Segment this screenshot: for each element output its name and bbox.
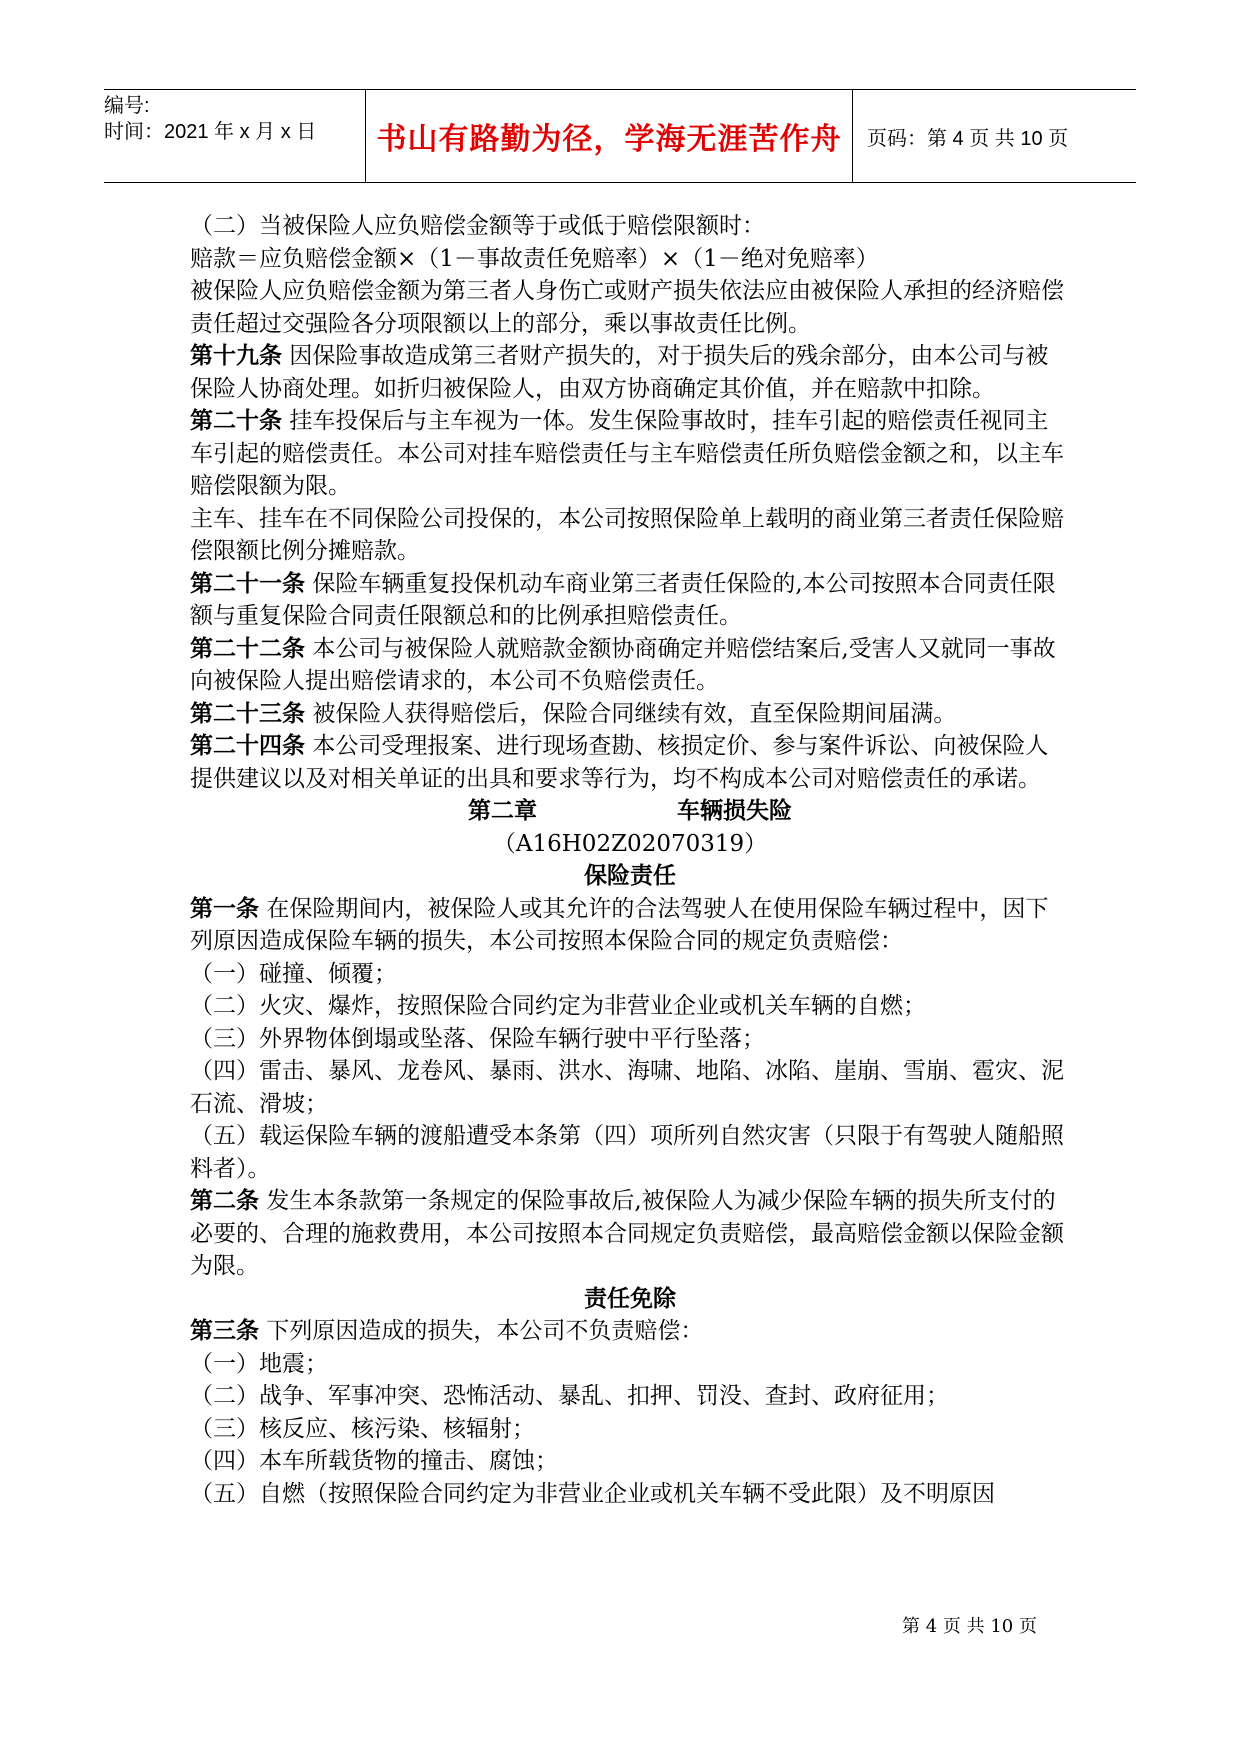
- article-text: 下列原因造成的损失，本公司不负责赔偿：: [266, 1318, 704, 1344]
- body-paragraph: （一）地震；: [190, 1350, 328, 1377]
- article-paragraph: [190, 893, 1070, 958]
- chapter-title: 车辆损失险: [677, 798, 792, 824]
- article-text: 本公司受理报案、进行现场查勘、核损定价、参与案件诉讼、向被保险人提供建议以及对相关单证的出具和要求等行为，均不构成本公司对赔偿责任的承诺。: [190, 733, 1049, 792]
- body-paragraph: （二）火灾、爆炸，按照保险合同约定为非营业企业或机关车辆的自燃；: [190, 993, 926, 1019]
- body-part-2: [190, 893, 1070, 1283]
- article-paragraph: [190, 1185, 1070, 1283]
- body-paragraph: （四）本车所载货物的撞击、腐蚀；: [190, 1448, 558, 1474]
- body-paragraph: （二）战争、军事冲突、恐怖活动、暴乱、扣押、罚没、查封、政府征用；: [190, 1383, 949, 1409]
- article-paragraph: [190, 405, 1070, 503]
- document-time: 时间：2021 年 x 月 x 日: [104, 121, 317, 143]
- article-text: 被保险人获得赔偿后，保险合同继续有效，直至保险期间届满。: [312, 700, 957, 727]
- article-text: 在保险期间内，被保险人或其允许的合法驾驶人在使用保险车辆过程中，因下列原因造成保险车辆的损失，本公司按照本保险合同的规定负责赔偿：: [190, 895, 1049, 954]
- article-label: 第二十二条: [190, 635, 305, 662]
- body-paragraph: （二）当被保险人应负赔偿金额等于或低于赔偿限额时：: [190, 213, 765, 239]
- body-paragraph: （五）载运保险车辆的渡船遭受本条第（四）项所列自然灾害（只限于有驾驶人随船照料者）。: [190, 1123, 1064, 1182]
- body-paragraph: （四）雷击、暴风、龙卷风、暴雨、洪水、海啸、地陷、冰陷、崖崩、雪崩、雹灾、泥石流、滑坡；: [190, 1058, 1064, 1117]
- article-label: 第一条: [190, 895, 259, 922]
- body-paragraph: （一）碰撞、倾覆；: [190, 960, 397, 987]
- document-body: [190, 210, 1070, 1510]
- article-label: 第二十一条: [190, 570, 305, 597]
- body-part-3: [190, 1315, 1070, 1510]
- body-paragraph: 赔款＝应负赔偿金额×（1－事故责任免赔率）×（1－绝对免赔率）: [190, 245, 879, 272]
- body-paragraph: 被保险人应负赔偿金额为第三者人身伤亡或财产损失依法应由被保险人承担的经济赔偿责任超过交强险各分项限额以上的部分，乘以事故责任比例。: [190, 278, 1064, 337]
- article-text: 发生本条款第一条规定的保险事故后,被保险人为减少保险车辆的损失所支付的必要的、合理的施救费用，本公司按照本合同规定负责赔偿，最高赔偿金额以保险金额为限。: [190, 1188, 1064, 1279]
- section-heading-liability: 保险责任: [584, 863, 676, 889]
- chapter-heading: [190, 795, 1070, 828]
- article-label: 第二条: [190, 1188, 259, 1214]
- page-header: [104, 89, 1136, 183]
- body-paragraph: （三）外界物体倒塌或坠落、保险车辆行驶中平行坠落；: [190, 1025, 765, 1052]
- section-heading-exclusions: 责任免除: [584, 1285, 676, 1312]
- article-label: 第二十四条: [190, 733, 305, 759]
- article-paragraph: [190, 340, 1070, 405]
- article-text: 本公司与被保险人就赔款金额协商确定并赔偿结案后,受害人又就同一事故向被保险人提出赔偿请求的，本公司不负赔偿责任。: [190, 635, 1056, 694]
- header-page-number: 页码：第 4 页 共 10 页: [867, 127, 1069, 150]
- article-label: 第二十条: [190, 408, 282, 434]
- document-number-label: 编号:: [104, 95, 150, 117]
- body-paragraph: （五）自燃（按照保险合同约定为非营业企业或机关车辆不受此限）及不明原因: [190, 1480, 995, 1507]
- body-paragraph: （三）核反应、核污染、核辐射；: [190, 1415, 535, 1442]
- article-paragraph: [190, 1315, 1070, 1348]
- body-paragraph: 主车、挂车在不同保险公司投保的，本公司按照保险单上载明的商业第三者责任保险赔偿限额比例分摊赔款。: [190, 505, 1064, 564]
- chapter-number: 第二章: [468, 798, 537, 824]
- article-text: 保险车辆重复投保机动车商业第三者责任保险的,本公司按照本合同责任限额与重复保险合同责任限额总和的比例承担赔偿责任。: [190, 570, 1056, 629]
- header-motto: 书山有路勤为径，学海无涯苦作舟: [366, 90, 853, 182]
- body-part-1: [190, 210, 1070, 795]
- page-footer: 第 4 页 共 10 页: [902, 1616, 1037, 1637]
- article-text: 因保险事故造成第三者财产损失的，对于损失后的残余部分，由本公司与被保险人协商处理。如折归被保险人，由双方协商确定其价值，并在赔款中扣除。: [190, 343, 1049, 402]
- article-paragraph: [190, 633, 1070, 698]
- article-label: 第二十三条: [190, 700, 305, 727]
- article-paragraph: [190, 568, 1070, 633]
- header-meta: [104, 90, 366, 182]
- chapter-code: （A16H02Z02070319）: [492, 830, 768, 857]
- article-label: 第十九条: [190, 343, 282, 369]
- article-paragraph: [190, 730, 1070, 795]
- article-paragraph: [190, 698, 1070, 731]
- article-label: 第三条: [190, 1318, 259, 1344]
- article-text: 挂车投保后与主车视为一体。发生保险事故时，挂车引起的赔偿责任视同主车引起的赔偿责任。本公司对挂车赔偿责任与主车赔偿责任所负赔偿金额之和，以主车赔偿限额为限。: [190, 408, 1064, 499]
